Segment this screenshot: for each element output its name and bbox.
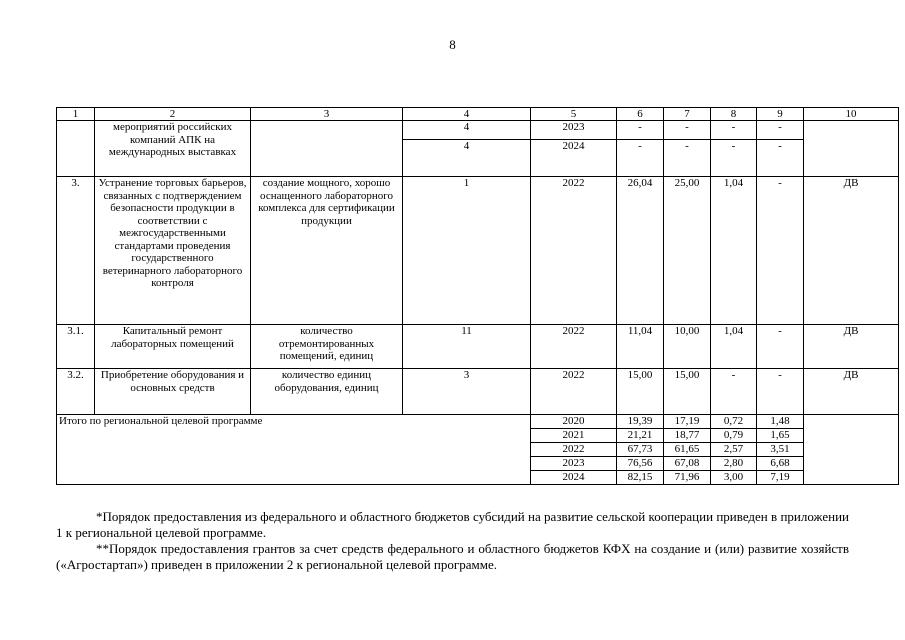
total-c7: 61,65 xyxy=(664,443,711,457)
cell-c10: ДВ xyxy=(804,369,899,415)
cell-c4: 3 xyxy=(403,369,531,415)
total-c10 xyxy=(804,415,899,485)
total-year: 2021 xyxy=(531,429,617,443)
header-cell: 2 xyxy=(95,108,251,121)
total-c9: 1,48 xyxy=(757,415,804,429)
cell-c4: 4 xyxy=(403,121,531,140)
total-year: 2024 xyxy=(531,471,617,485)
total-c9: 6,68 xyxy=(757,457,804,471)
indicator: количество отремонтированных помещений, единиц xyxy=(251,325,403,369)
cell-c7: - xyxy=(664,140,711,177)
cell-c7: - xyxy=(664,121,711,140)
total-year: 2020 xyxy=(531,415,617,429)
total-c6: 21,21 xyxy=(617,429,664,443)
total-year: 2022 xyxy=(531,443,617,457)
cell-c10: ДВ xyxy=(804,177,899,325)
total-c8: 2,57 xyxy=(711,443,757,457)
indicator: количество единиц оборудования, единиц xyxy=(251,369,403,415)
cell-c10 xyxy=(804,121,899,177)
cell-c8: 1,04 xyxy=(711,325,757,369)
measure-name: Приобретение оборудования и основных средств xyxy=(95,369,251,415)
total-c7: 67,08 xyxy=(664,457,711,471)
cell-c8: - xyxy=(711,140,757,177)
header-cell: 5 xyxy=(531,108,617,121)
cell-c4: 1 xyxy=(403,177,531,325)
cell-c4: 11 xyxy=(403,325,531,369)
total-c8: 2,80 xyxy=(711,457,757,471)
cell-c9: - xyxy=(757,121,804,140)
header-cell: 9 xyxy=(757,108,804,121)
cell-year: 2022 xyxy=(531,325,617,369)
header-cell: 4 xyxy=(403,108,531,121)
total-c6: 67,73 xyxy=(617,443,664,457)
row-number xyxy=(57,121,95,177)
cell-c7: 25,00 xyxy=(664,177,711,325)
footnote-2: **Порядок предоставления грантов за счет средств федерального и областного бюджетов КФХ на создание и (или) развитие хозяйств («Агростартап») приведен в приложении 2 к региональной целевой программе. xyxy=(56,541,849,572)
total-label: Итого по региональной целевой программе xyxy=(57,415,531,485)
cell-c10: ДВ xyxy=(804,325,899,369)
footnote-1: *Порядок предоставления из федерального и областного бюджетов субсидий на развитие сельской кооперации приведен в приложении 1 к региональной целевой программе. xyxy=(56,509,849,540)
cell-c6: 15,00 xyxy=(617,369,664,415)
cell-c7: 15,00 xyxy=(664,369,711,415)
total-c6: 82,15 xyxy=(617,471,664,485)
indicator: создание мощного, хорошо оснащенного лабораторного комплекса для сертификации продукции xyxy=(251,177,403,325)
header-row xyxy=(57,108,899,121)
cell-c8: - xyxy=(711,369,757,415)
footnotes xyxy=(56,509,849,573)
total-c8: 3,00 xyxy=(711,471,757,485)
cell-year: 2022 xyxy=(531,369,617,415)
cell-c6: 26,04 xyxy=(617,177,664,325)
total-c6: 19,39 xyxy=(617,415,664,429)
measure-name: Устранение торговых барьеров, связанных с подтверждением безопасности продукции в соответствии с межгосударственными стандартами проведения государственного ветеринарного лабораторного контроля xyxy=(95,177,251,325)
total-c8: 0,79 xyxy=(711,429,757,443)
program-table xyxy=(56,107,899,485)
total-year: 2023 xyxy=(531,457,617,471)
cell-c8: 1,04 xyxy=(711,177,757,325)
cell-c9: - xyxy=(757,177,804,325)
row-number: 3.2. xyxy=(57,369,95,415)
row-number: 3.1. xyxy=(57,325,95,369)
table-row xyxy=(57,121,899,140)
total-c6: 76,56 xyxy=(617,457,664,471)
header-cell: 6 xyxy=(617,108,664,121)
table-row xyxy=(57,369,899,415)
cell-c6: 11,04 xyxy=(617,325,664,369)
cell-c7: 10,00 xyxy=(664,325,711,369)
cell-c6: - xyxy=(617,140,664,177)
header-cell: 10 xyxy=(804,108,899,121)
total-c9: 1,65 xyxy=(757,429,804,443)
table-row xyxy=(57,177,899,325)
total-row xyxy=(57,415,899,429)
header-cell: 3 xyxy=(251,108,403,121)
header-cell: 1 xyxy=(57,108,95,121)
table-row xyxy=(57,325,899,369)
total-c9: 3,51 xyxy=(757,443,804,457)
cell-c9: - xyxy=(757,369,804,415)
total-c7: 18,77 xyxy=(664,429,711,443)
cell-c9: - xyxy=(757,140,804,177)
total-c8: 0,72 xyxy=(711,415,757,429)
page-number: 8 xyxy=(449,37,456,52)
cell-c6: - xyxy=(617,121,664,140)
cell-year: 2024 xyxy=(531,140,617,177)
measure-name: мероприятий российских компаний АПК на международных выставках xyxy=(95,121,251,177)
row-number: 3. xyxy=(57,177,95,325)
measure-name: Капитальный ремонт лабораторных помещений xyxy=(95,325,251,369)
header-cell: 7 xyxy=(664,108,711,121)
cell-c9: - xyxy=(757,325,804,369)
total-c7: 17,19 xyxy=(664,415,711,429)
cell-c8: - xyxy=(711,121,757,140)
cell-year: 2022 xyxy=(531,177,617,325)
total-c7: 71,96 xyxy=(664,471,711,485)
cell-year: 2023 xyxy=(531,121,617,140)
total-c9: 7,19 xyxy=(757,471,804,485)
cell-c4: 4 xyxy=(403,140,531,177)
header-cell: 8 xyxy=(711,108,757,121)
indicator xyxy=(251,121,403,177)
